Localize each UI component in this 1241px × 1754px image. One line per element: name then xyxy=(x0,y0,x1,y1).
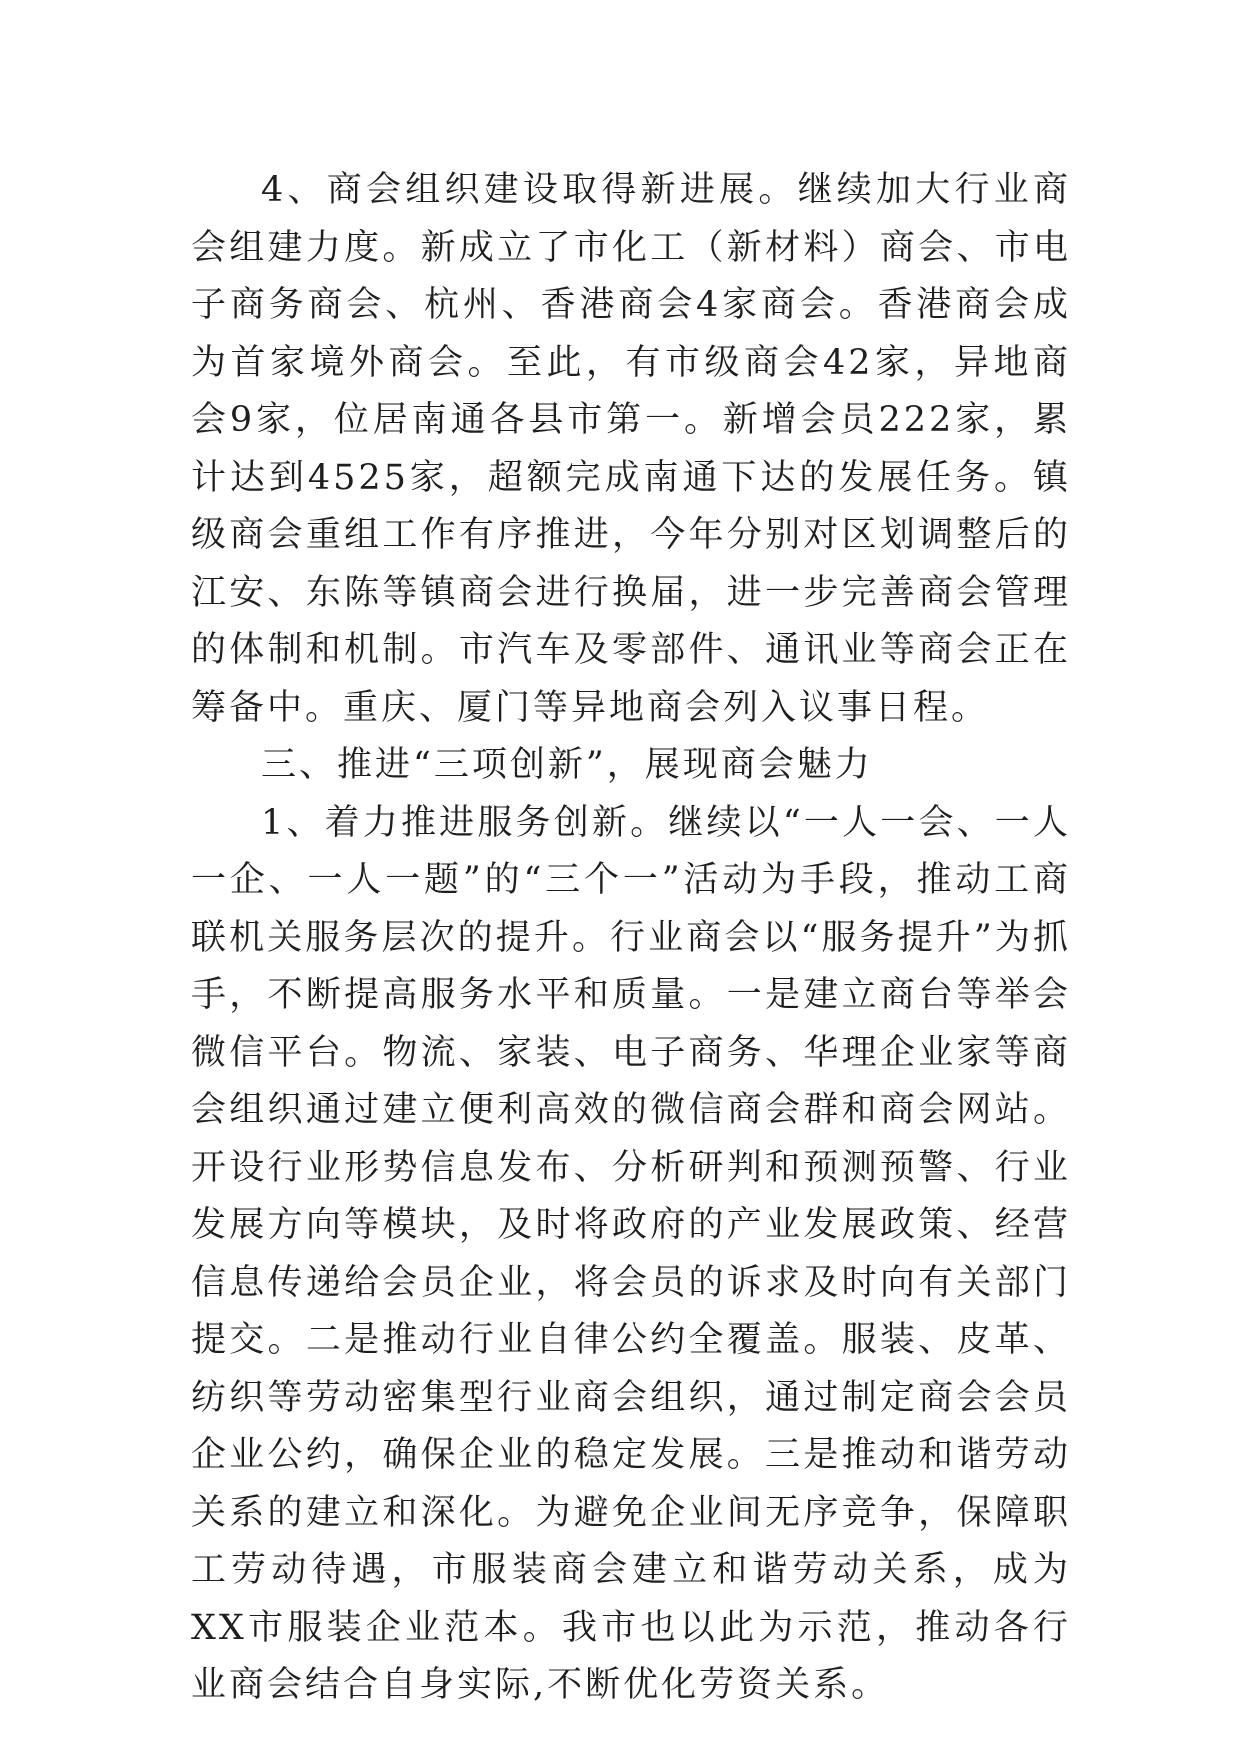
section-heading-three-innovations: 三、推进“三项创新”，展现商会魅力 xyxy=(261,745,873,785)
paragraph-chamber-organization: 4、商会组织建设取得新进展。继续加大行业商会组建力度。新成立了市化工（新材料）商会、市电子商务商会、杭州、香港商会4家商会。香港商会成为首家境外商会。至此，有市级商会42家，异地商会9家，位居南通各县市第一。新增会员222家，累计达到4525家，超额完成南通下达的发展任务。镇级商会重组工作有序推进，今年分别对区划调整后的江安、东陈等镇商会进行换届，进一步完善商会管理的体制和机制。市汽车及零部件、通讯业等商会正在筹备中。重庆、厦门等异地商会列入议事日程。 xyxy=(191,170,1071,728)
paragraph-service-innovation: 1、着力推进服务创新。继续以“一人一会、一人一企、一人一题”的“三个一”活动为手段，推动工商联机关服务层次的提升。行业商会以“服务提升”为抓手，不断提高服务水平和质量。一是建立商台等举会微信平台。物流、家装、电子商务、华理企业家等商会组织通过建立便利高效的微信商会群和商会网站。开设行业形势信息发布、分析研判和预测预警、行业发展方向等模块，及时将政府的产业发展政策、经营信息传递给会员企业，将会员的诉求及时向有关部门提交。二是推动行业自律公约全覆盖。服装、皮革、纺织等劳动密集型行业商会组织，通过制定商会会员企业公约，确保企业的稳定发展。三是推动和谐劳动关系的建立和深化。为避免企业间无序竞争，保障职工劳动待遇，市服装商会建立和谐劳动关系，成为XX市服装企业范本。我市也以此为示范，推动各行业商会结合自身实际,不断优化劳资关系。 xyxy=(191,802,1071,1705)
document-body xyxy=(191,162,1071,1715)
